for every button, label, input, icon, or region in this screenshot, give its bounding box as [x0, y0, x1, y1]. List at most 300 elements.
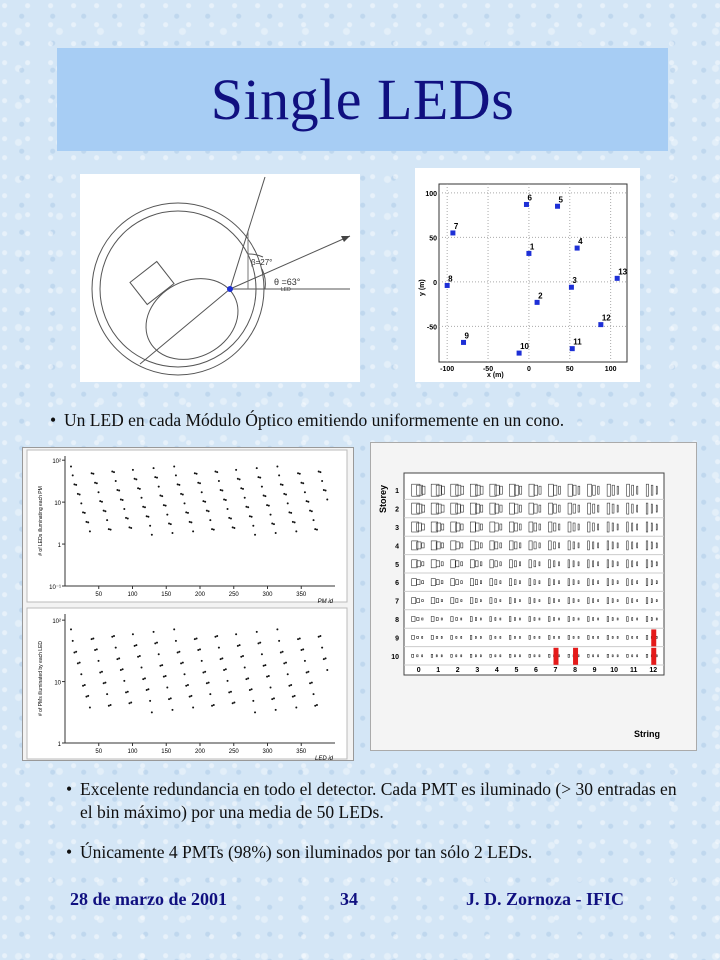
- data-point: [268, 675, 270, 677]
- x-axis-label: x (m): [487, 372, 504, 379]
- data-point: [113, 635, 115, 637]
- data-point: [326, 498, 328, 500]
- data-point: [283, 662, 285, 664]
- data-point: [80, 673, 82, 675]
- bullet-text: Únicamente 4 PMTs (98%) son iluminados por tan sólo 2 LEDs.: [80, 842, 533, 862]
- data-point: [235, 469, 237, 471]
- data-point: [194, 472, 196, 474]
- data-point: [158, 653, 160, 655]
- y-tick-label: 1: [57, 543, 61, 550]
- data-point: [170, 523, 172, 525]
- data-point: [294, 695, 296, 697]
- data-point: [177, 483, 179, 485]
- data-point: [168, 523, 170, 525]
- data-point: [141, 497, 143, 499]
- data-point: [180, 493, 182, 495]
- x-tick-label: 250: [228, 749, 239, 755]
- data-point: [161, 495, 163, 497]
- bullet-text: Un LED en cada Módulo Óptico emitiendo uniformemente en un cono.: [64, 410, 565, 430]
- low-coverage-bin: [573, 648, 578, 665]
- data-point: [106, 519, 108, 521]
- data-point: [228, 517, 230, 519]
- plot-frame: [404, 473, 664, 675]
- data-point: [288, 511, 290, 513]
- led-point-label: 3: [572, 276, 577, 286]
- data-point: [149, 525, 151, 527]
- data-point: [80, 502, 82, 504]
- data-point: [91, 638, 93, 640]
- y-tick-label: 10²: [52, 459, 61, 466]
- led-point-label: 1: [529, 242, 535, 252]
- data-point: [233, 527, 235, 529]
- data-point: [276, 628, 278, 630]
- data-point: [242, 488, 244, 490]
- data-point: [196, 473, 198, 475]
- data-point: [240, 656, 242, 658]
- data-point: [173, 628, 175, 630]
- data-point: [196, 637, 198, 639]
- x-tick-label: 0: [416, 667, 421, 674]
- data-point: [163, 504, 165, 506]
- data-point: [201, 491, 203, 493]
- led-point: [445, 283, 450, 288]
- data-point: [261, 653, 263, 655]
- footer-author: J. D. Zornoza - IFIC: [466, 889, 624, 909]
- data-point: [151, 711, 153, 713]
- data-point: [220, 489, 222, 491]
- data-point: [173, 465, 175, 467]
- data-point: [309, 682, 311, 684]
- data-point: [288, 685, 290, 687]
- data-point: [178, 651, 180, 653]
- data-point: [159, 665, 161, 667]
- data-point: [285, 662, 287, 664]
- data-point: [70, 465, 72, 467]
- data-point: [216, 635, 218, 637]
- data-point: [266, 504, 268, 506]
- led-point: [450, 230, 455, 235]
- data-point: [137, 656, 139, 658]
- led-point: [570, 346, 575, 351]
- data-point: [101, 671, 103, 673]
- data-point: [225, 668, 227, 670]
- led-point: [461, 340, 466, 345]
- low-coverage-bin: [554, 648, 559, 665]
- data-point: [318, 471, 320, 473]
- data-point: [263, 665, 265, 667]
- data-point: [318, 636, 320, 638]
- data-point: [300, 649, 302, 651]
- data-point: [266, 676, 268, 678]
- data-point: [244, 667, 246, 669]
- data-point: [209, 519, 211, 521]
- x-tick-label: 6: [534, 667, 538, 674]
- plot-panel: [27, 450, 347, 602]
- data-point: [208, 510, 210, 512]
- data-point: [89, 530, 91, 532]
- y-tick-label: 4: [395, 543, 399, 551]
- data-point: [256, 467, 258, 469]
- led-point-label: 6: [527, 193, 532, 203]
- data-point: [326, 669, 328, 671]
- data-point: [306, 500, 308, 502]
- log-plots-panel: [22, 447, 354, 761]
- x-tick-label: 50: [565, 366, 574, 373]
- data-point: [287, 502, 289, 504]
- data-point: [249, 689, 251, 691]
- x-tick-label: 12: [649, 667, 658, 674]
- data-point: [153, 467, 155, 469]
- data-point: [103, 510, 105, 512]
- y-tick-label: 10²: [52, 619, 61, 626]
- data-point: [204, 671, 206, 673]
- data-point: [297, 638, 299, 640]
- y-tick-label: 1: [57, 742, 61, 748]
- data-point: [82, 685, 84, 687]
- data-point: [311, 682, 313, 684]
- data-point: [84, 512, 86, 514]
- data-point: [73, 651, 75, 653]
- data-point: [144, 677, 146, 679]
- data-point: [304, 491, 306, 493]
- data-point: [232, 702, 234, 704]
- data-point: [118, 490, 120, 492]
- data-point: [230, 691, 232, 693]
- led-point-label: 4: [578, 237, 583, 247]
- data-point: [134, 645, 136, 647]
- data-point: [270, 514, 272, 516]
- data-point: [268, 505, 270, 507]
- data-point: [141, 667, 143, 669]
- y-tick-label: 7: [395, 598, 399, 606]
- data-point: [156, 477, 158, 479]
- y-axis-label: # of LEDs illuminating each PM: [38, 486, 44, 556]
- x-tick-label: 3: [475, 667, 480, 674]
- data-point: [187, 512, 189, 514]
- data-point: [70, 628, 72, 630]
- slide-title: Single LEDs: [210, 67, 515, 132]
- data-point: [206, 510, 208, 512]
- y-tick-label: -50: [426, 324, 437, 332]
- data-point: [75, 651, 77, 653]
- data-point: [142, 506, 144, 508]
- data-point: [214, 471, 216, 473]
- bullet-dot: •: [50, 410, 57, 430]
- data-point: [251, 516, 253, 518]
- data-point: [87, 521, 89, 523]
- data-point: [223, 669, 225, 671]
- led-point: [526, 251, 531, 256]
- data-point: [316, 704, 318, 706]
- data-point: [233, 702, 235, 704]
- data-point: [190, 521, 192, 523]
- y-tick-label: 2: [395, 506, 399, 514]
- x-tick-label: 0: [526, 366, 531, 373]
- x-tick-label: 300: [262, 749, 273, 755]
- led-point-label: 11: [573, 337, 582, 347]
- x-tick-label: 200: [194, 749, 206, 755]
- data-point: [254, 711, 256, 713]
- data-point: [151, 534, 153, 536]
- data-point: [273, 523, 275, 525]
- data-point: [302, 648, 304, 650]
- led-point: [569, 285, 574, 290]
- data-point: [201, 660, 203, 662]
- data-point: [247, 506, 249, 508]
- led-point-label: 8: [448, 274, 453, 284]
- data-point: [106, 693, 108, 695]
- y-tick-label: 5: [395, 561, 399, 569]
- data-point: [72, 640, 74, 642]
- led-point-label: 10: [520, 342, 530, 352]
- data-point: [101, 501, 103, 503]
- x-tick-label: -50: [482, 366, 494, 373]
- data-point: [257, 642, 259, 644]
- data-point: [137, 487, 139, 489]
- data-point: [199, 648, 201, 650]
- data-point: [237, 645, 239, 647]
- x-tick-label: 50: [95, 749, 103, 755]
- data-point: [89, 706, 91, 708]
- data-point: [319, 471, 321, 473]
- data-point: [85, 696, 87, 698]
- data-point: [154, 642, 156, 644]
- data-point: [146, 689, 148, 691]
- data-point: [147, 688, 149, 690]
- data-point: [278, 640, 280, 642]
- data-point: [128, 526, 130, 528]
- data-point: [159, 495, 161, 497]
- data-point: [230, 517, 232, 519]
- footer-page-number: 34: [340, 889, 358, 909]
- data-point: [130, 702, 132, 704]
- data-point: [197, 482, 199, 484]
- data-point: [178, 484, 180, 486]
- data-point: [149, 700, 151, 702]
- x-tick-label: 100: [127, 749, 138, 755]
- data-point: [156, 642, 158, 644]
- data-point: [227, 508, 229, 510]
- data-point: [135, 478, 137, 480]
- data-point: [325, 490, 327, 492]
- data-point: [77, 493, 79, 495]
- data-point: [154, 476, 156, 478]
- data-point: [84, 684, 86, 686]
- data-point: [280, 651, 282, 653]
- data-point: [214, 636, 216, 638]
- data-point: [77, 662, 79, 664]
- data-point: [98, 491, 100, 493]
- data-point: [294, 521, 296, 523]
- data-point: [139, 488, 141, 490]
- bullet-text: Excelente redundancia en todo el detector. Cada PMT es iluminado (> 30 entradas en el bin máximo) por una media de 50 LEDs.: [80, 779, 677, 822]
- data-point: [287, 673, 289, 675]
- data-point: [257, 476, 259, 478]
- y-axis-label: y (m): [419, 279, 426, 296]
- data-point: [180, 662, 182, 664]
- data-point: [123, 680, 125, 682]
- data-point: [189, 696, 191, 698]
- data-point: [275, 532, 277, 534]
- data-point: [146, 515, 148, 517]
- data-point: [194, 638, 196, 640]
- led-point-label: 12: [601, 313, 611, 323]
- theta-label: θ =63°: [274, 277, 301, 287]
- data-point: [307, 671, 309, 673]
- data-point: [223, 498, 225, 500]
- data-point: [245, 678, 247, 680]
- data-point: [259, 642, 261, 644]
- data-point: [252, 525, 254, 527]
- y-tick-label: 10: [391, 653, 399, 661]
- data-point: [184, 502, 186, 504]
- x-tick-label: 8: [573, 667, 578, 674]
- data-point: [113, 471, 115, 473]
- data-point: [115, 647, 117, 649]
- data-point: [103, 682, 105, 684]
- data-point: [185, 685, 187, 687]
- data-point: [92, 637, 94, 639]
- y-tick-label: 10: [54, 501, 61, 508]
- data-point: [290, 512, 292, 514]
- data-point: [116, 489, 118, 491]
- data-point: [123, 508, 125, 510]
- data-point: [232, 526, 234, 528]
- data-point: [325, 657, 327, 659]
- data-point: [139, 655, 141, 657]
- x-tick-label: 300: [262, 592, 273, 598]
- optical-module-diagram: [80, 174, 360, 382]
- data-point: [227, 680, 229, 682]
- x-tick-label: 100: [604, 366, 617, 373]
- data-point: [280, 483, 282, 485]
- data-point: [79, 493, 81, 495]
- data-point: [313, 693, 315, 695]
- y-axis-label: # of PMs illuminated by each LED: [38, 640, 44, 717]
- y-tick-label: 1: [395, 488, 399, 496]
- data-point: [79, 662, 81, 664]
- led-point: [598, 322, 603, 327]
- data-point: [319, 635, 321, 637]
- data-point: [175, 474, 177, 476]
- data-point: [202, 671, 204, 673]
- data-point: [304, 660, 306, 662]
- data-point: [237, 478, 239, 480]
- data-point: [144, 506, 146, 508]
- led-positions-chart: [415, 168, 640, 382]
- data-point: [299, 637, 301, 639]
- beta-label: β=27°: [251, 258, 273, 267]
- data-point: [209, 693, 211, 695]
- x-tick-label: 150: [161, 749, 172, 755]
- data-point: [221, 490, 223, 492]
- data-point: [271, 698, 273, 700]
- data-point: [189, 521, 191, 523]
- data-point: [251, 688, 253, 690]
- led-point: [535, 300, 540, 305]
- data-point: [314, 528, 316, 530]
- footer-date: 28 de marzo de 2001: [70, 889, 227, 909]
- bullet-item-2: [66, 778, 686, 824]
- data-point: [87, 695, 89, 697]
- x-tick-label: 11: [629, 667, 638, 674]
- data-point: [273, 697, 275, 699]
- x-tick-label: 7: [553, 667, 558, 674]
- led-point-label: 9: [464, 331, 469, 341]
- data-point: [218, 647, 220, 649]
- low-coverage-bin: [651, 648, 656, 665]
- data-point: [292, 696, 294, 698]
- led-point: [615, 276, 620, 281]
- bullet-item-1: [50, 409, 710, 432]
- data-point: [120, 498, 122, 500]
- data-point: [168, 698, 170, 700]
- data-point: [213, 529, 215, 531]
- data-point: [247, 677, 249, 679]
- data-point: [271, 523, 273, 525]
- data-point: [204, 501, 206, 503]
- x-axis-label: PM id: [317, 599, 333, 605]
- data-point: [125, 517, 127, 519]
- data-point: [130, 527, 132, 529]
- data-point: [165, 675, 167, 677]
- data-point: [242, 655, 244, 657]
- data-point: [99, 671, 101, 673]
- data-point: [182, 493, 184, 495]
- data-point: [206, 682, 208, 684]
- plot-panel: [27, 608, 347, 759]
- data-point: [125, 691, 127, 693]
- x-tick-label: 150: [161, 592, 172, 598]
- low-coverage-bin: [651, 629, 656, 646]
- data-point: [263, 495, 265, 497]
- data-point: [171, 709, 173, 711]
- data-point: [321, 480, 323, 482]
- data-point: [228, 691, 230, 693]
- data-point: [134, 478, 136, 480]
- x-tick-label: 350: [296, 592, 307, 598]
- data-point: [313, 519, 315, 521]
- data-point: [185, 511, 187, 513]
- y-tick-label: 50: [429, 235, 437, 243]
- data-point: [171, 532, 173, 534]
- data-point: [311, 510, 313, 512]
- data-point: [213, 704, 215, 706]
- data-point: [94, 649, 96, 651]
- data-point: [202, 500, 204, 502]
- x-tick-label: 2: [455, 667, 460, 674]
- data-point: [306, 671, 308, 673]
- data-point: [321, 647, 323, 649]
- data-point: [177, 651, 179, 653]
- data-point: [108, 705, 110, 707]
- data-point: [85, 521, 87, 523]
- x-tick-label: 50: [95, 592, 103, 598]
- bullet-dot: •: [66, 779, 73, 799]
- y-axis-label: Storey: [378, 484, 388, 513]
- data-point: [295, 530, 297, 532]
- data-point: [108, 528, 110, 530]
- data-point: [165, 505, 167, 507]
- data-point: [235, 633, 237, 635]
- data-point: [264, 664, 266, 666]
- data-point: [132, 469, 134, 471]
- data-point: [264, 495, 266, 497]
- x-tick-label: 5: [514, 667, 519, 674]
- data-point: [302, 482, 304, 484]
- data-point: [153, 631, 155, 633]
- x-tick-label: 10: [610, 667, 619, 674]
